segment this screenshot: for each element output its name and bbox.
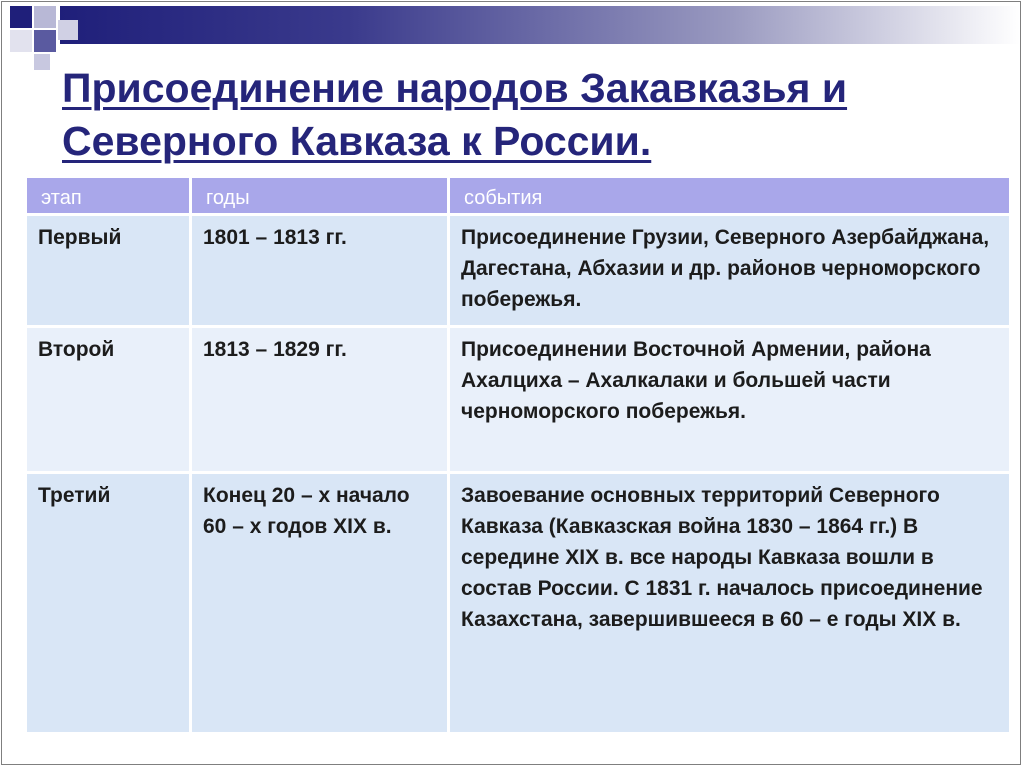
cell-years: 1801 – 1813 гг. (191, 215, 449, 327)
cell-events: Присоединение Грузии, Северного Азербайджана, Дагестана, Абхазии и др. районов черноморского побережья. (449, 215, 1011, 327)
cell-years: 1813 – 1829 гг. (191, 327, 449, 473)
cell-events: Завоевание основных территорий Северного Кавказа (Кавказская война 1830 – 1864 гг.) В середине XIX в. все народы Кавказа вошли в состав России. С 1831 г. началось присоединение Казахстана, завершившееся в 60 – е годы XIX в. (449, 473, 1011, 734)
decorative-header-bar (60, 6, 1020, 44)
title-line-1: Присоединение народов Закавказья и (62, 65, 848, 111)
column-header-events: события (449, 177, 1011, 215)
cell-stage: Третий (26, 473, 191, 734)
column-header-stage: этап (26, 177, 191, 215)
cell-stage: Первый (26, 215, 191, 327)
column-header-years: годы (191, 177, 449, 215)
cell-years: Конец 20 – х начало 60 – х годов XIX в. (191, 473, 449, 734)
table-row (26, 327, 1011, 473)
table-header-row (26, 177, 1011, 215)
history-table (24, 175, 1012, 735)
cell-stage: Второй (26, 327, 191, 473)
table-row (26, 215, 1011, 327)
table-row (26, 473, 1011, 734)
page-title (62, 62, 962, 168)
title-line-2: Северного Кавказа к России. (62, 118, 652, 164)
cell-events: Присоединении Восточной Армении, района Ахалциха – Ахалкалаки и большей части черноморского побережья. (449, 327, 1011, 473)
